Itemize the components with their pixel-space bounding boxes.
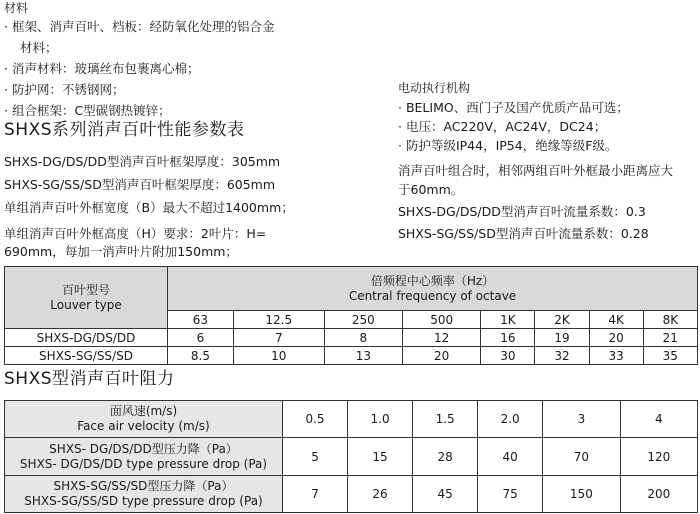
value-cell: 16 — [481, 329, 535, 347]
frame-thickness-dg: SHXS-DG/DS/DD型消声百叶框架厚度：305mm — [4, 154, 281, 169]
freq-cell: 12.5 — [233, 311, 324, 329]
velocity-cell: 1.0 — [348, 401, 413, 438]
value-cell: 8 — [324, 329, 402, 347]
table-row — [5, 347, 698, 365]
row-label-en: SHXS- DG/DS/DD type pressure drop (Pa) — [19, 456, 268, 471]
louver-type-cn: 百叶型号 — [61, 282, 110, 297]
freq-cell: 250 — [324, 311, 402, 329]
value-cell: 70 — [543, 438, 620, 476]
row-label — [5, 438, 283, 476]
louver-type-header — [5, 267, 168, 329]
row-label: SHXS-SG/SS/SD — [5, 347, 168, 365]
velocity-cell: 4 — [620, 401, 697, 438]
velocity-cell: 2.0 — [478, 401, 543, 438]
velocity-en: Face air velocity (m/s) — [77, 419, 210, 433]
value-cell: 10 — [233, 347, 324, 365]
value-cell: 15 — [348, 438, 413, 476]
value-cell: 8.5 — [168, 347, 234, 365]
value-cell: 45 — [413, 476, 478, 513]
params-heading: SHXS系列消声百叶性能参数表 — [4, 120, 245, 140]
value-cell: 19 — [535, 329, 589, 347]
value-cell: 7 — [283, 476, 348, 513]
freq-cell: 63 — [168, 311, 234, 329]
list-item: · 消声材料：玻璃丝布包裹离心棉； — [4, 61, 200, 76]
actuator-item: · 电压：AC220V，AC24V，DC24； — [398, 119, 607, 134]
value-cell: 120 — [620, 438, 697, 476]
resistance-table — [4, 400, 698, 513]
resistance-heading: SHXS型消声百叶阻力 — [4, 369, 175, 389]
materials-list — [4, 16, 374, 121]
frequency-cn: 倍频程中心频率（Hz） — [370, 273, 495, 288]
row-label-cn: SHXS-SG/SS/SD型压力降（Pa） — [53, 479, 234, 493]
value-cell: 40 — [478, 438, 543, 476]
freq-cell: 2K — [535, 311, 589, 329]
row-label-cn: SHXS- DG/DS/DD型压力降（Pa） — [49, 441, 238, 456]
list-item: · 框架、消声百叶、档板：经防氧化处理的铝合金 — [4, 19, 275, 34]
value-cell: 21 — [643, 329, 697, 347]
flow-coefficient-sg: SHXS-SG/SS/SD型消声百叶流量系数：0.28 — [398, 226, 649, 241]
actuator-item: · 防护等级IP44，IP54，绝缘等级F级。 — [398, 138, 618, 153]
value-cell: 13 — [324, 347, 402, 365]
value-cell: 26 — [348, 476, 413, 513]
value-cell: 20 — [403, 347, 481, 365]
height-requirement-cont: 690mm，每加一消声叶片附加150mm； — [4, 244, 238, 259]
materials-title: 材料 — [4, 1, 29, 15]
max-width-note: 单组消声百叶外框宽度（B）最大不超过1400mm； — [4, 200, 294, 215]
velocity-cn: 面风速(m/s) — [109, 404, 178, 418]
actuator-item: · BELIMO、西门子及国产优质产品可选； — [398, 100, 629, 115]
velocity-cell: 1.5 — [413, 401, 478, 438]
list-item: · 组合框架：C型碳钢热镀锌； — [4, 103, 171, 118]
row-label — [5, 476, 283, 513]
list-item: · 防护网：不锈钢网； — [4, 82, 125, 97]
actuator-title: 电动执行机构 — [398, 81, 471, 95]
value-cell: 28 — [413, 438, 478, 476]
velocity-cell: 0.5 — [283, 401, 348, 438]
row-label: SHXS-DG/DS/DD — [5, 329, 168, 347]
frequency-en: Central frequency of octave — [348, 288, 517, 303]
freq-cell: 8K — [643, 311, 697, 329]
height-requirement: 单组消声百叶外框高度（H）要求：2叶片：H= — [4, 226, 267, 241]
louver-type-en: Louver type — [50, 297, 122, 312]
value-cell: 6 — [168, 329, 234, 347]
frequency-header — [168, 267, 698, 311]
value-cell: 5 — [283, 438, 348, 476]
combination-note-cont: 于60mm。 — [398, 182, 464, 197]
row-label-en: SHXS-SG/SS/SD type pressure drop (Pa) — [24, 494, 263, 508]
value-cell: 75 — [478, 476, 543, 513]
freq-cell: 4K — [589, 311, 643, 329]
frame-thickness-sg: SHXS-SG/SS/SD型消声百叶框架厚度：605mm — [4, 177, 276, 192]
freq-cell: 500 — [403, 311, 481, 329]
value-cell: 33 — [589, 347, 643, 365]
value-cell: 200 — [620, 476, 697, 513]
value-cell: 12 — [403, 329, 481, 347]
attenuation-table — [4, 266, 698, 365]
velocity-header — [5, 401, 283, 438]
flow-coefficient-dg: SHXS-DG/DS/DD型消声百叶流量系数：0.3 — [398, 204, 646, 219]
velocity-cell: 3 — [543, 401, 620, 438]
table-row — [5, 438, 698, 476]
value-cell: 150 — [543, 476, 620, 513]
value-cell: 7 — [233, 329, 324, 347]
table-row — [5, 329, 698, 347]
value-cell: 30 — [481, 347, 535, 365]
freq-cell: 1K — [481, 311, 535, 329]
combination-note: 消声百叶组合时，相邻两组百叶外框最小距离应大 — [398, 163, 674, 178]
table-row — [5, 476, 698, 513]
list-item-continuation: 材料； — [20, 40, 58, 55]
value-cell: 32 — [535, 347, 589, 365]
value-cell: 20 — [589, 329, 643, 347]
value-cell: 35 — [643, 347, 697, 365]
